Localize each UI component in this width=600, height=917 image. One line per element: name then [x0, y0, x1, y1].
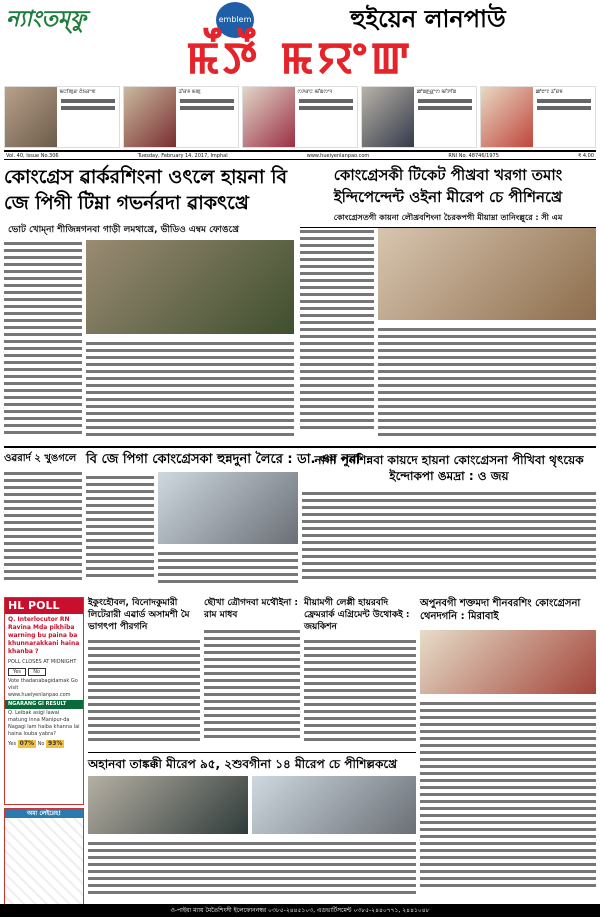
volume-issue: Vol. 40, Issue No.306 — [6, 153, 59, 159]
poll-result-heading: NGARANG GI RESULT — [5, 700, 83, 709]
bjp-photo — [158, 472, 298, 544]
mirabai-headline[interactable]: অপুনবগী শক্তমদা শীনবরশিং কোংগ্রেসনা থেনদগনি : মিরাবাই — [420, 598, 581, 622]
right-photo — [378, 228, 596, 320]
poll-closes: POLL CLOSES AT MIDNIGHT — [8, 659, 77, 665]
ram-madhav-headline[interactable]: ছৌখা ত্রৌগদবা মথৌইনা : রাম মাধব — [204, 598, 298, 620]
cartoon-illustration — [5, 818, 83, 906]
lead-headline[interactable]: কোংগ্রেস ৱার্করশিংনা ওৎলে হায়না বি জে পিগী টিম্না গভর্নরদা ৱাকৎখ্রে — [4, 166, 288, 214]
lead-photo — [86, 240, 294, 334]
mirabai-body-col — [420, 698, 596, 900]
right-subheadline: কোংগ্রেসতগী কায়না লৌখ্রবশিংনা চৈরকপগী মীয়াম্না তানিংল্লুরে : সী এম — [300, 212, 596, 228]
teaser-text: ꯃꯅꯤꯄꯨꯔ ꯂꯥꯏꯔꯦꯟ — [59, 89, 96, 95]
poll-no-option[interactable]: No — [28, 668, 46, 676]
teaser-text: ꯀꯣꯂꯦꯖ ꯊꯧꯔꯝ — [535, 89, 563, 95]
masthead-left-title: ন্যাংতম্‌ফু — [6, 6, 87, 32]
literary-award-headline[interactable]: ইকুংহৌবল, বিনোদকুমারী লিটেরারী এৱার্ড অসামশী মৈ ভাগৎপা পীরগনি — [88, 598, 190, 632]
section-divider — [4, 446, 596, 448]
emblem-icon: emblem — [216, 2, 254, 38]
teaser-strip — [4, 86, 596, 148]
poll-question: Q. Interlocutor RN Ravina Mda pikhiba warning bu paina ba khunnarakkani haina khanba ? — [8, 616, 80, 655]
teaser-text: ꯀꯣꯡꯒ꯭ꯔꯦꯁ ꯃꯤꯇꯤꯡ — [416, 89, 457, 95]
naga-headline[interactable]: নাগা পুনশিন্নবা কায়দে হায়না কোংগ্রেসনা পীখিবা থৃৎয়েক ইন্দোকপা ঙমদ্রা : ও জয় — [314, 453, 584, 483]
bottom-body-col — [88, 838, 416, 900]
poll-result-question: Q. Leibak asigi lawai matung inna Manipur-da Nagagi lam haiba khanna lai haina louba yabra? — [8, 710, 80, 737]
poll-yes-label: Yes — [8, 741, 17, 747]
literary-body-col — [88, 636, 200, 750]
teaser-item[interactable] — [242, 86, 358, 148]
poll-title: HL POLL — [5, 598, 83, 614]
masthead-right-title: হুইয়েন লানপাউ — [350, 5, 506, 33]
issue-info-bar — [4, 150, 596, 160]
bottom-headline[interactable]: অহানবা তাঙ্কক্কী মীরেপ ৯৫, ২শুবগীনা ১৪ মীরেপ চে পীশিল্লকখ্রে — [88, 757, 398, 771]
rni-number: RNI No. 48746/1975 — [448, 153, 499, 159]
ram-body-col — [204, 626, 300, 750]
bjp-body-col — [86, 472, 154, 590]
bjp-headline[interactable]: বি জে পিগা কোংগ্রেসকা হুন্নদুনা লৈরে : ডা. এম নরা — [86, 452, 361, 467]
poll-yes-percent: 07% — [19, 740, 35, 747]
naga-body-col — [302, 488, 596, 590]
lead-body-col — [4, 238, 82, 444]
teaser-photo — [5, 87, 57, 147]
cartoon-title: অমা লেইরেহ! — [5, 809, 83, 818]
ward-headline[interactable]: ওৱরার্দ ২ খুঙগলে — [4, 453, 77, 464]
poll-yes-option[interactable]: Yes — [8, 668, 26, 676]
teaser-photo — [243, 87, 295, 147]
teaser-text: ꯁꯍꯔꯅ ꯃꯤꯡꯁꯦꯜ — [297, 89, 333, 95]
teaser-text: ꯊꯧꯔꯝ ꯃꯄꯨ — [178, 89, 201, 95]
poll-no-percent: 93% — [48, 740, 63, 747]
poll-visit-link[interactable]: Vote thadanabagidamak Go visit www.hueiyenlanpao.com — [8, 678, 78, 698]
issue-date: Tuesday, February 14, 2017, Imphal — [137, 153, 228, 159]
teaser-photo — [481, 87, 533, 147]
teaser-item[interactable] — [480, 86, 596, 148]
lead-body-col — [86, 338, 294, 442]
poll-no-label: No — [37, 741, 45, 747]
teaser-photo — [124, 87, 176, 147]
right-body-col — [378, 324, 596, 442]
teaser-item[interactable] — [123, 86, 239, 148]
masthead-main-title: ꯃꯩꯇꯩ ꯃꯌꯦꯛ — [186, 33, 414, 84]
right-headline[interactable]: কোংগ্রেসকী টিকেট পীখ্রবা খরগা তমাং ইন্দিপেন্দেন্ট ওইনা মীরেপ চে পীশিনখ্রে — [333, 166, 563, 206]
right-body-col — [300, 226, 374, 442]
teaser-item[interactable] — [361, 86, 477, 148]
lead-subheadline: ভোট খোম্‌না শীজিন্নগনবা গাড়ী লমথাখ্রে, ভীডিও এম্বম ফোঙখ্রে — [8, 225, 239, 235]
ward-body-col — [4, 468, 82, 592]
jaykishan-headline[interactable]: মীয়ামগী লেপ্পী হায়রবদি ফ্রেমরার্ক এগ্রিমেন্ট উথোকই : জয়কিশন — [304, 598, 410, 632]
hl-poll-box — [4, 597, 84, 805]
section-divider — [88, 752, 416, 753]
bottom-photo-2 — [252, 776, 416, 834]
bjp-body-col — [158, 548, 298, 590]
teaser-photo — [362, 87, 414, 147]
jaykishan-body-col — [304, 636, 416, 750]
website-link[interactable]: www.hueiyenlanpao.com — [306, 153, 370, 159]
footer-bar: ও-পাইয়া ম্যায় মৈতৈশিংসী ইলেফোননম্বর ০৩৮৫-২৪৪৫১০৩, এডভার্টিসমেন্ট ০৩৮৫-২৪৪০৭৭১, ২৪৪১০৪৮ — [0, 904, 600, 917]
teaser-item[interactable] — [4, 86, 120, 148]
price: ₹ 4.00 — [578, 153, 594, 159]
mirabai-photo — [420, 630, 596, 694]
bottom-photo-1 — [88, 776, 248, 834]
cartoon-box — [4, 808, 84, 906]
